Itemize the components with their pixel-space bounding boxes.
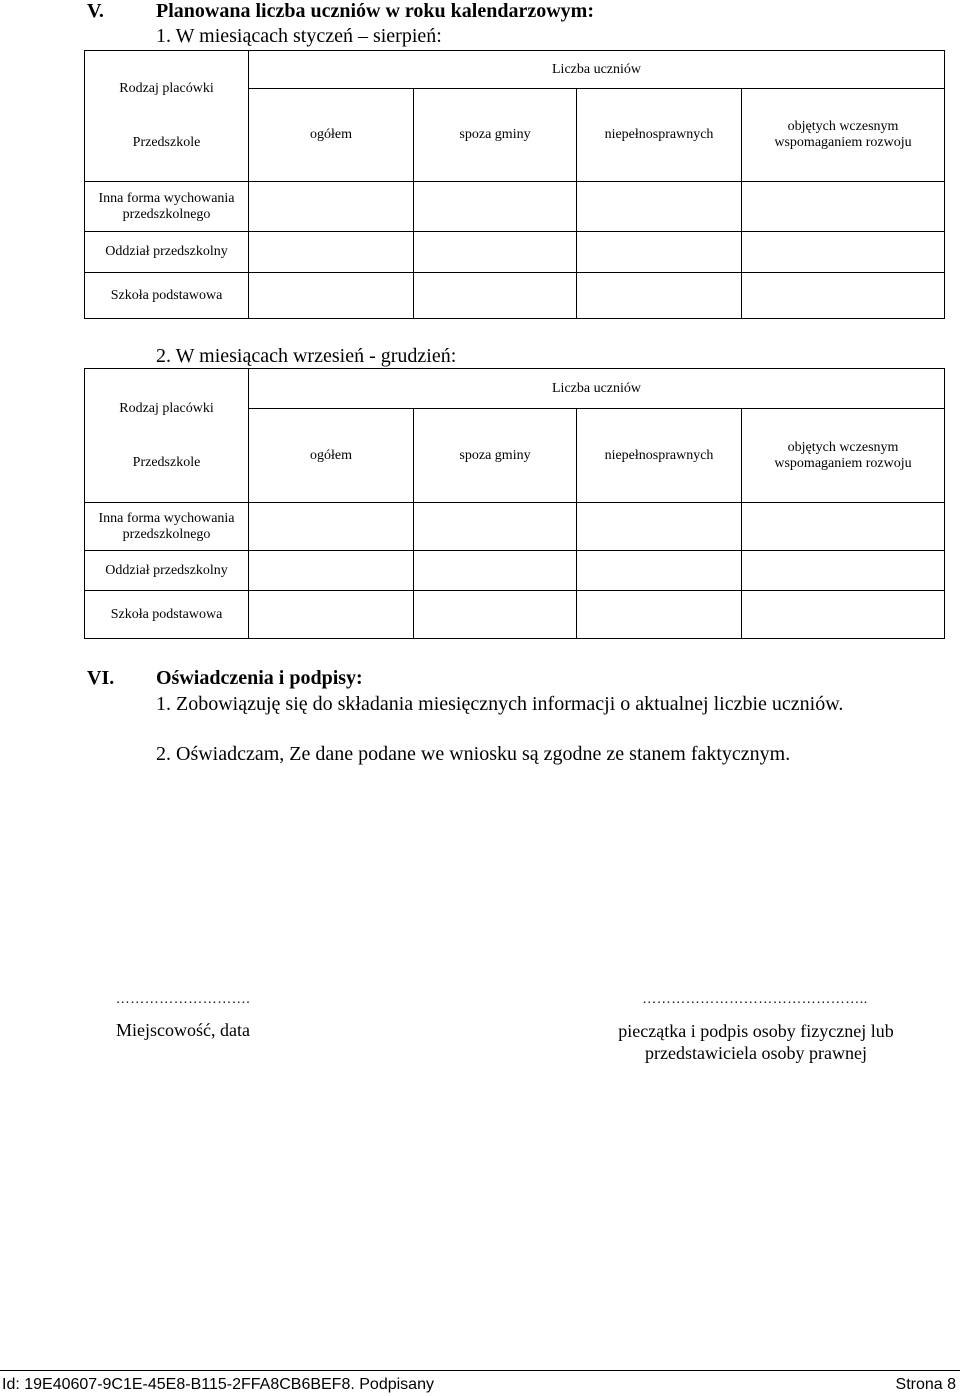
row-label-przedszkole: Przedszkole — [132, 135, 201, 150]
table-cell[interactable] — [742, 232, 945, 273]
table-cell[interactable] — [742, 273, 945, 319]
table-cell[interactable] — [249, 591, 414, 639]
table-cell[interactable] — [414, 273, 577, 319]
table-cell[interactable] — [742, 591, 945, 639]
table-header-type — [85, 51, 249, 182]
students-table-sep-dec — [84, 368, 945, 639]
table-cell[interactable] — [577, 591, 742, 639]
footer-id: Id: 19E40607-9C1E-45E8-B115-2FFA8CB6BEF8. Podpisany — [2, 1376, 434, 1393]
section-title: Oświadczenia i podpisy: — [156, 667, 363, 689]
statement-2: 2. Oświadczam, Ze dane podane we wniosku są zgodne ze stanem faktycznym. — [156, 743, 791, 765]
column-header-type: Rodzaj placówki — [119, 81, 214, 96]
place-date-label: Miejscowość, data — [116, 1020, 250, 1040]
row-label-inna-forma: Inna forma wychowania przedszkolnego — [85, 503, 249, 551]
table-cell[interactable] — [414, 503, 577, 551]
section-number: V. — [87, 0, 104, 22]
column-group-header: Liczba uczniów — [249, 369, 945, 409]
table-cell[interactable] — [249, 273, 414, 319]
statement-1: 1. Zobowiązuję się do składania miesięcznych informacji o aktualnej liczbie uczniów. — [156, 693, 844, 715]
table-cell[interactable] — [249, 182, 414, 232]
table-cell[interactable] — [414, 182, 577, 232]
section-number: VI. — [87, 667, 115, 689]
column-header-disabled: niepełnosprawnych — [577, 409, 742, 503]
table-cell[interactable] — [249, 551, 414, 591]
row-label-szkola: Szkoła podstawowa — [85, 273, 249, 319]
column-header-total: ogółem — [249, 89, 414, 182]
column-header-early-support: objętych wczesnym wspomaganiem rozwoju — [742, 409, 945, 503]
table-cell[interactable] — [249, 503, 414, 551]
row-label-oddzial: Oddział przedszkolny — [85, 551, 249, 591]
table-cell[interactable] — [742, 551, 945, 591]
row-label-oddzial: Oddział przedszkolny — [85, 232, 249, 273]
section-title: Planowana liczba uczniów w roku kalendarzowym: — [156, 0, 594, 22]
row-label-inna-forma: Inna forma wychowania przedszkolnego — [85, 182, 249, 232]
table-header-type — [85, 369, 249, 503]
table-cell[interactable] — [414, 232, 577, 273]
table-cell[interactable] — [577, 182, 742, 232]
column-header-type: Rodzaj placówki — [119, 400, 214, 416]
table-cell[interactable] — [577, 503, 742, 551]
place-date-line: ………………………. — [115, 992, 251, 1007]
column-header-outside-commune: spoza gminy — [414, 409, 577, 503]
signature-line: ……………………………………….. — [642, 992, 868, 1007]
column-group-header: Liczba uczniów — [249, 51, 945, 89]
column-header-total: ogółem — [249, 409, 414, 503]
subsection-1-heading: 1. W miesiącach styczeń – sierpień: — [156, 25, 442, 47]
table-cell[interactable] — [577, 273, 742, 319]
table-cell[interactable] — [742, 182, 945, 232]
table-cell[interactable] — [414, 551, 577, 591]
students-table-jan-aug — [84, 50, 945, 319]
signature-label: pieczątka i podpis osoby fizycznej lub przedstawiciela osoby prawnej — [618, 1021, 894, 1063]
table-cell[interactable] — [414, 591, 577, 639]
column-header-disabled: niepełnosprawnych — [577, 89, 742, 182]
table-cell[interactable] — [577, 232, 742, 273]
page-number: Strona 8 — [895, 1376, 956, 1393]
column-header-early-support: objętych wczesnym wspomaganiem rozwoju — [742, 89, 945, 182]
row-label-przedszkole: Przedszkole — [132, 454, 201, 470]
row-label-szkola: Szkoła podstawowa — [85, 591, 249, 639]
column-header-outside-commune: spoza gminy — [414, 89, 577, 182]
subsection-2-heading: 2. W miesiącach wrzesień - grudzień: — [156, 345, 457, 367]
table-cell[interactable] — [577, 551, 742, 591]
table-cell[interactable] — [249, 232, 414, 273]
footer-divider — [0, 1370, 960, 1371]
table-cell[interactable] — [742, 503, 945, 551]
